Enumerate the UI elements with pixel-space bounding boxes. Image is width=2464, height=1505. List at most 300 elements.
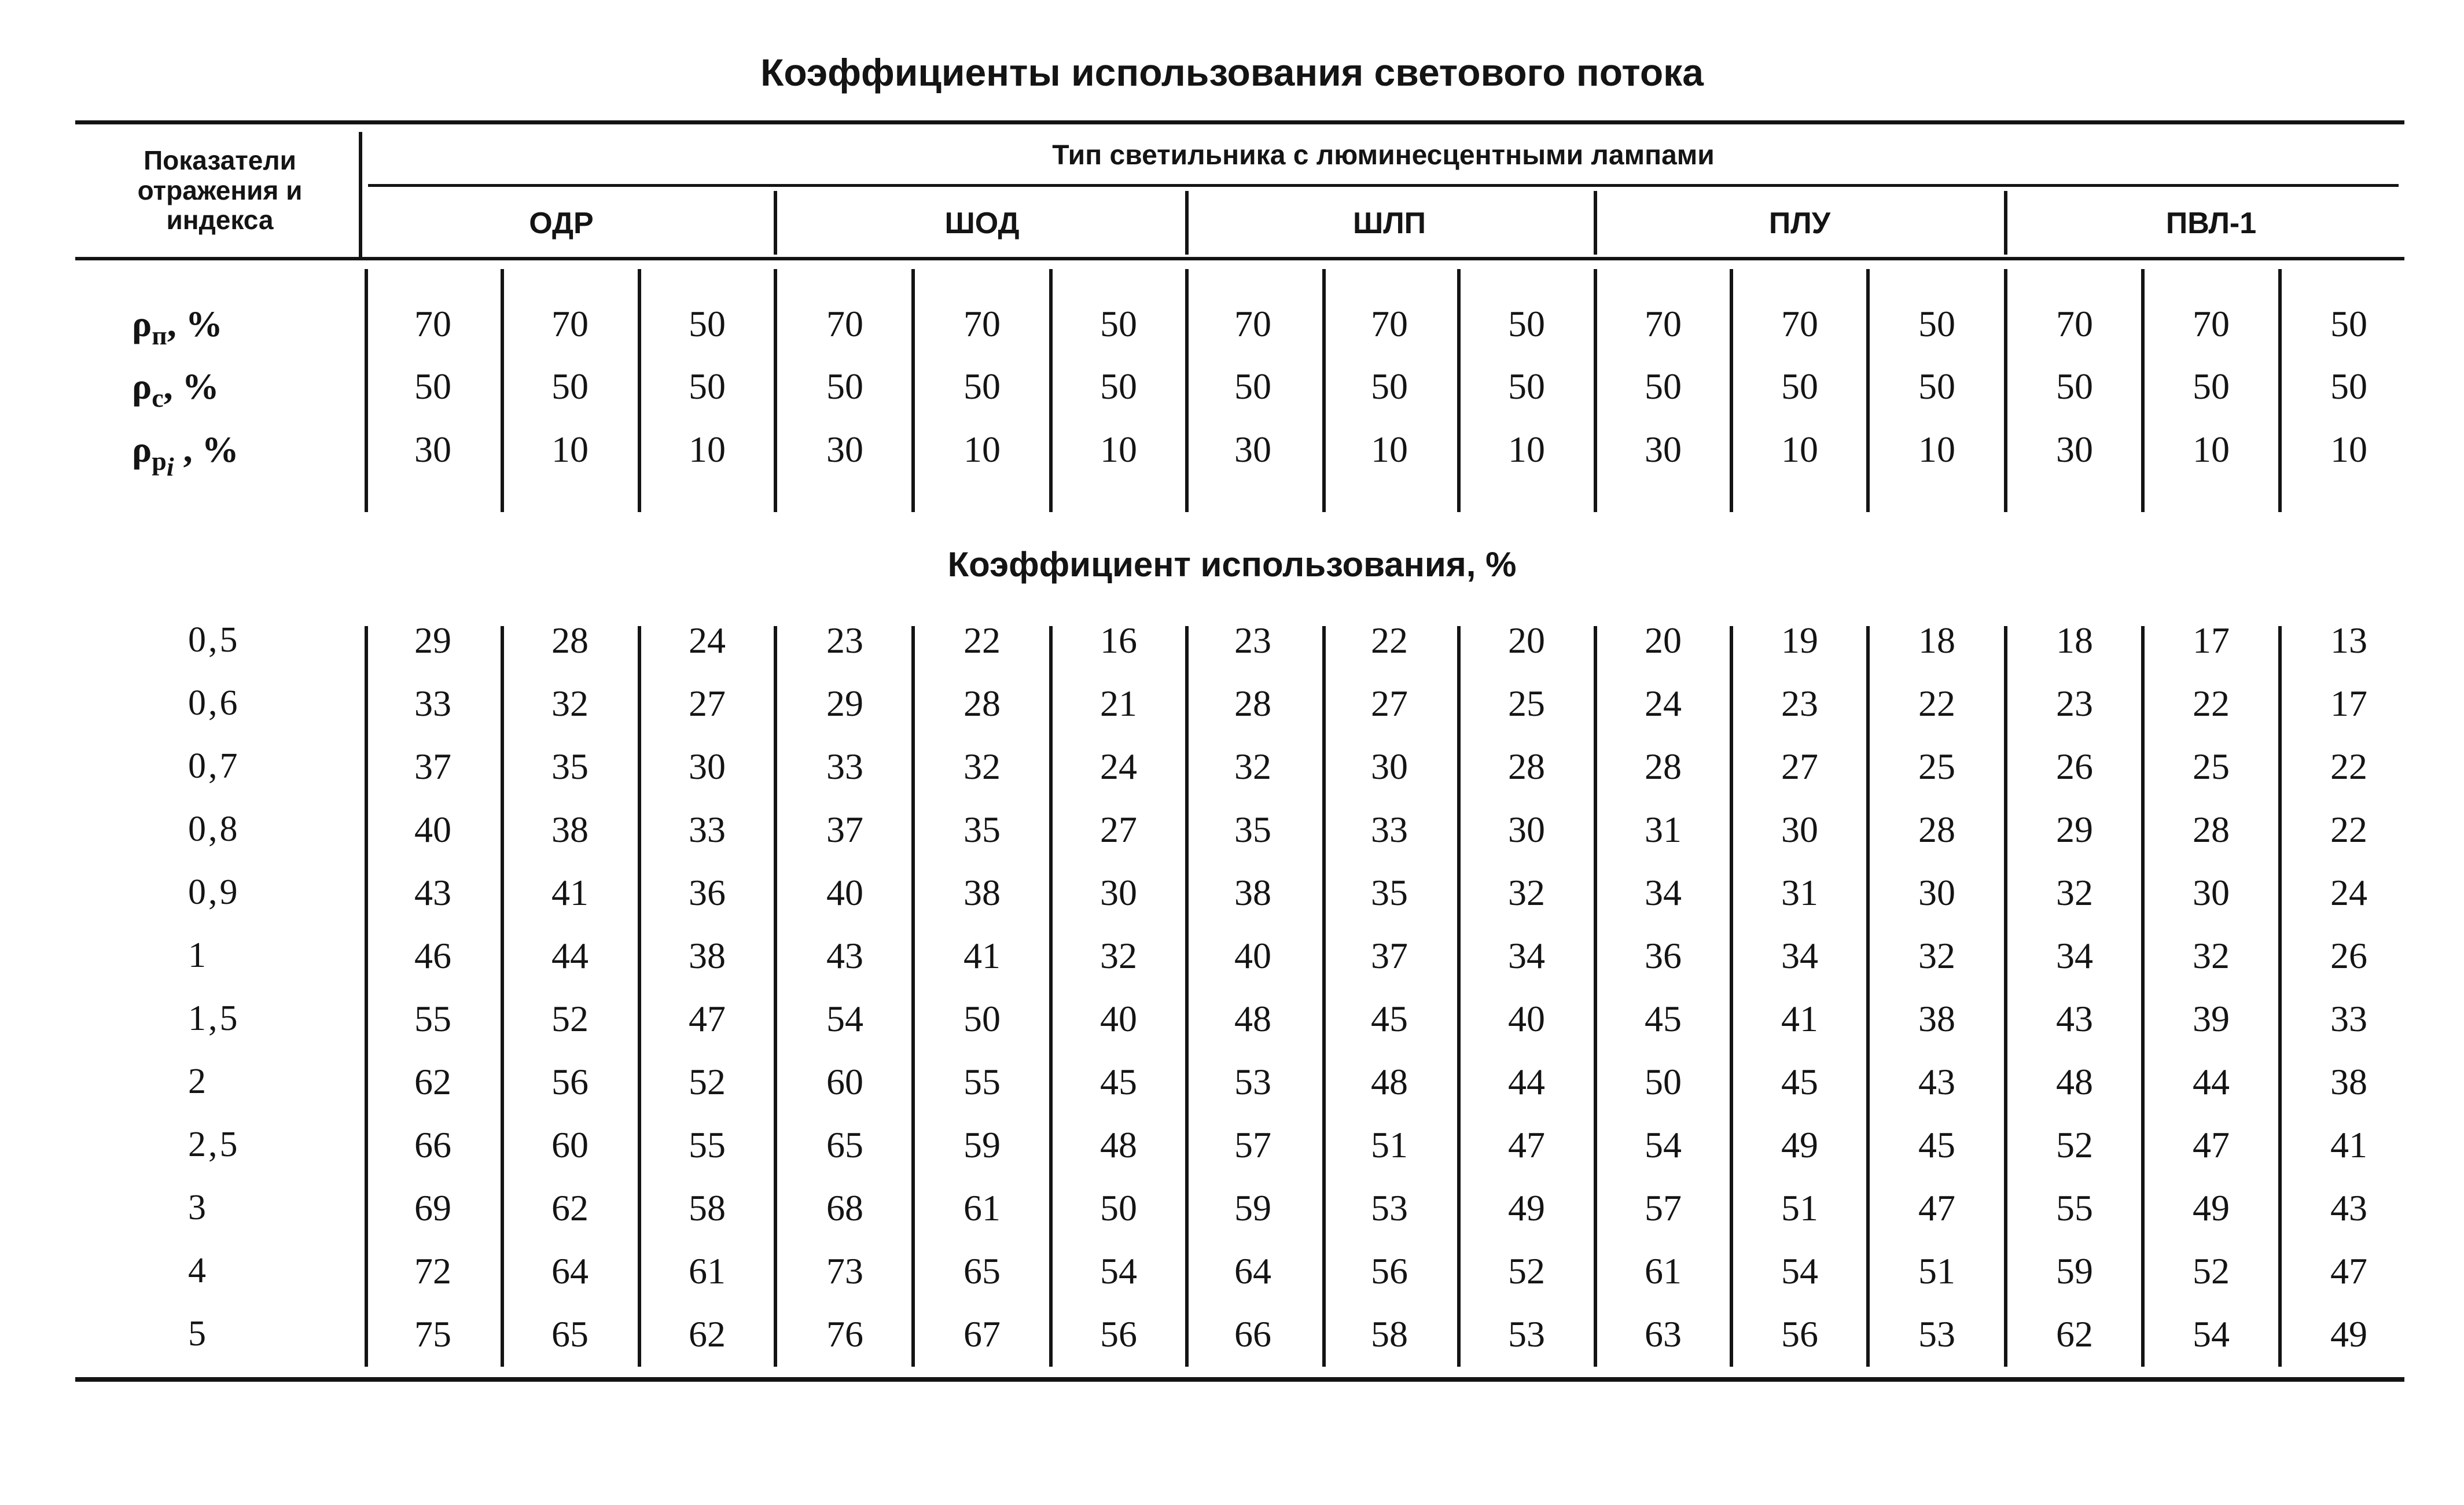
coefficient-value: 32 <box>963 746 1001 787</box>
coefficient-value: 44 <box>1508 1061 1545 1102</box>
coefficient-value: 17 <box>2193 620 2230 661</box>
coefficient-value: 23 <box>1234 620 1271 661</box>
coefficient-value: 62 <box>689 1313 726 1355</box>
room-index-label: 1,5 <box>188 999 240 1038</box>
reflectance-value: 30 <box>826 429 863 470</box>
coefficient-value: 65 <box>551 1313 589 1355</box>
coefficient-value: 35 <box>963 809 1001 850</box>
room-index-label: 5 <box>188 1314 208 1353</box>
coefficient-value: 60 <box>826 1061 863 1102</box>
coefficient-value: 57 <box>1645 1187 1682 1228</box>
coefficient-value: 25 <box>1508 683 1545 724</box>
coefficient-value: 16 <box>1100 620 1137 661</box>
row-header-label: Показатели отражения и индекса <box>137 145 303 235</box>
coefficient-value: 22 <box>963 620 1001 661</box>
coefficient-value: 47 <box>1508 1124 1545 1165</box>
reflectance-value: 50 <box>1781 366 1818 407</box>
room-index-label: 2,5 <box>188 1125 240 1164</box>
coefficient-value: 30 <box>1100 872 1137 913</box>
column-separator <box>1322 626 1326 1367</box>
coefficient-value: 43 <box>2330 1187 2367 1228</box>
coefficient-value: 68 <box>826 1187 863 1228</box>
coefficient-value: 66 <box>414 1124 451 1165</box>
reflectance-value: 70 <box>414 303 451 344</box>
coefficient-value: 47 <box>2330 1250 2367 1291</box>
coefficient-value: 33 <box>2330 998 2367 1039</box>
coefficient-value: 31 <box>1781 872 1818 913</box>
coefficient-value: 13 <box>2330 620 2367 661</box>
coefficient-value: 38 <box>963 872 1001 913</box>
reflectance-value: 10 <box>2193 429 2230 470</box>
column-separator <box>2141 626 2145 1367</box>
coefficient-value: 22 <box>1918 683 1955 724</box>
top-rule <box>75 120 2404 124</box>
reflectance-value: 50 <box>826 366 863 407</box>
reflectance-value: 70 <box>1781 303 1818 344</box>
column-separator <box>2278 626 2282 1367</box>
section-title: Коэффициент использования, % <box>947 545 1517 584</box>
coefficient-value: 31 <box>1645 809 1682 850</box>
column-separator <box>1049 269 1053 512</box>
coefficient-value: 30 <box>689 746 726 787</box>
coefficient-value: 28 <box>2193 809 2230 850</box>
reflectance-value: 50 <box>2056 366 2093 407</box>
reflectance-value: 50 <box>414 366 451 407</box>
luminaire-label: ОДР <box>529 207 594 240</box>
coefficient-value: 41 <box>2330 1124 2367 1165</box>
coefficient-value: 28 <box>551 620 589 661</box>
coefficient-value: 40 <box>414 809 451 850</box>
coefficient-value: 43 <box>826 935 863 976</box>
coefficient-value: 41 <box>551 872 589 913</box>
coefficient-value: 52 <box>1508 1250 1545 1291</box>
coefficient-value: 18 <box>1918 620 1955 661</box>
column-separator <box>1730 626 1733 1367</box>
coefficient-value: 28 <box>1508 746 1545 787</box>
coefficient-value: 33 <box>689 809 726 850</box>
coefficient-value: 56 <box>1100 1313 1137 1355</box>
column-separator <box>2004 269 2007 512</box>
coefficient-value: 32 <box>2193 935 2230 976</box>
coefficient-value: 32 <box>2056 872 2093 913</box>
reflectance-value: 10 <box>1918 429 1955 470</box>
reflectance-value: 70 <box>1234 303 1271 344</box>
coefficient-value: 47 <box>2193 1124 2230 1165</box>
rho-symbol: ρ <box>132 303 152 344</box>
coefficient-value: 22 <box>2330 746 2367 787</box>
header-group-rule <box>368 184 2399 187</box>
coefficient-value: 23 <box>826 620 863 661</box>
coefficient-value: 54 <box>1100 1250 1137 1291</box>
coefficient-value: 48 <box>1100 1124 1137 1165</box>
coefficient-value: 55 <box>963 1061 1001 1102</box>
coefficient-value: 25 <box>2193 746 2230 787</box>
coefficient-value: 26 <box>2056 746 2093 787</box>
coefficient-value: 40 <box>1234 935 1271 976</box>
column-separator <box>638 269 641 512</box>
reflectance-value: 30 <box>1234 429 1271 470</box>
coefficient-value: 53 <box>1918 1313 1955 1355</box>
group-separator <box>1594 191 1597 255</box>
reflectance-value: 70 <box>2193 303 2230 344</box>
reflectance-value: 10 <box>1371 429 1408 470</box>
reflectance-value: 30 <box>1645 429 1682 470</box>
coefficient-value: 25 <box>1918 746 1955 787</box>
reflectance-value: 50 <box>2330 366 2367 407</box>
column-separator <box>1049 626 1053 1367</box>
coefficient-value: 39 <box>2193 998 2230 1039</box>
coefficient-value: 24 <box>1100 746 1137 787</box>
coefficient-value: 32 <box>1508 872 1545 913</box>
coefficient-value: 53 <box>1234 1061 1271 1102</box>
reflectance-value: 50 <box>689 366 726 407</box>
coefficient-value: 35 <box>1371 872 1408 913</box>
column-separator <box>501 269 504 512</box>
reflectance-value: 10 <box>963 429 1001 470</box>
reflectance-label <box>132 431 239 480</box>
coefficient-value: 32 <box>1234 746 1271 787</box>
coefficient-value: 30 <box>1371 746 1408 787</box>
coefficient-value: 29 <box>414 620 451 661</box>
column-separator <box>1866 626 1870 1367</box>
coefficient-value: 45 <box>1645 998 1682 1039</box>
coefficient-value: 56 <box>551 1061 589 1102</box>
column-separator <box>1457 626 1461 1367</box>
reflectance-value: 10 <box>1781 429 1818 470</box>
column-separator <box>1457 269 1461 512</box>
coefficient-value: 17 <box>2330 683 2367 724</box>
coefficient-value: 27 <box>1100 809 1137 850</box>
coefficient-value: 36 <box>1645 935 1682 976</box>
coefficient-value: 52 <box>2056 1124 2093 1165</box>
coefficient-value: 19 <box>1781 620 1818 661</box>
coefficient-value: 27 <box>689 683 726 724</box>
coefficient-value: 55 <box>2056 1187 2093 1228</box>
coefficient-value: 47 <box>1918 1187 1955 1228</box>
luminaire-label: ПВЛ-1 <box>2165 207 2257 240</box>
column-separator <box>501 626 504 1367</box>
coefficient-value: 48 <box>2056 1061 2093 1102</box>
coefficient-value: 65 <box>963 1250 1001 1291</box>
coefficient-value: 20 <box>1645 620 1682 661</box>
coefficient-value: 27 <box>1371 683 1408 724</box>
coefficient-value: 33 <box>1371 809 1408 850</box>
coefficient-value: 61 <box>1645 1250 1682 1291</box>
coefficient-value: 59 <box>963 1124 1001 1165</box>
coef-left-border <box>365 626 368 1367</box>
reflectance-value: 70 <box>1371 303 1408 344</box>
coefficient-value: 29 <box>2056 809 2093 850</box>
coefficient-value: 34 <box>1508 935 1545 976</box>
coefficient-value: 45 <box>1100 1061 1137 1102</box>
column-separator <box>1594 269 1597 512</box>
rho-subscript-text: п <box>152 320 167 350</box>
reflectance-value: 50 <box>1100 366 1137 407</box>
coefficient-value: 51 <box>1371 1124 1408 1165</box>
column-separator <box>2278 269 2282 512</box>
coefficient-value: 49 <box>2193 1187 2230 1228</box>
coefficient-value: 34 <box>1781 935 1818 976</box>
reflectance-value: 10 <box>689 429 726 470</box>
coefficient-value: 72 <box>414 1250 451 1291</box>
coefficient-value: 32 <box>1918 935 1955 976</box>
coefficient-value: 24 <box>689 620 726 661</box>
coefficient-value: 60 <box>551 1124 589 1165</box>
rho-subscript <box>152 383 163 413</box>
room-index-label: 3 <box>188 1188 208 1227</box>
coefficient-value: 41 <box>963 935 1001 976</box>
coefficient-value: 23 <box>1781 683 1818 724</box>
coefficient-value: 38 <box>689 935 726 976</box>
coefficient-value: 40 <box>1508 998 1545 1039</box>
coefficient-value: 50 <box>1100 1187 1137 1228</box>
reflectance-value: 10 <box>1508 429 1545 470</box>
coefficient-value: 30 <box>2193 872 2230 913</box>
coefficient-value: 44 <box>2193 1061 2230 1102</box>
reflectance-value: 50 <box>2330 303 2367 344</box>
coefficient-value: 56 <box>1371 1250 1408 1291</box>
reflectance-value: 30 <box>414 429 451 470</box>
coefficient-value: 27 <box>1781 746 1818 787</box>
coefficient-value: 22 <box>2330 809 2367 850</box>
coefficient-value: 33 <box>414 683 451 724</box>
coefficient-value: 24 <box>2330 872 2367 913</box>
header-bottom-rule <box>75 257 2404 260</box>
room-index-label: 4 <box>188 1251 208 1290</box>
coefficient-value: 64 <box>551 1250 589 1291</box>
coefficient-value: 30 <box>1508 809 1545 850</box>
rho-suffix: , % <box>174 429 239 470</box>
coefficient-value: 34 <box>1645 872 1682 913</box>
room-index-label: 0,5 <box>188 620 240 660</box>
coefficient-value: 29 <box>826 683 863 724</box>
rho-suffix: , % <box>163 366 219 407</box>
reflectance-value: 70 <box>826 303 863 344</box>
coefficient-value: 43 <box>1918 1061 1955 1102</box>
reflectance-value: 50 <box>689 303 726 344</box>
table-title: Коэффициенты использования светового потока <box>760 51 1704 94</box>
coefficient-value: 28 <box>963 683 1001 724</box>
coefficient-value: 47 <box>689 998 726 1039</box>
coefficient-value: 53 <box>1508 1313 1545 1355</box>
column-separator <box>911 269 915 512</box>
reflectance-value: 30 <box>2056 429 2093 470</box>
rho-symbol: ρ <box>132 429 152 470</box>
coefficient-value: 20 <box>1508 620 1545 661</box>
reflectance-value: 50 <box>1918 366 1955 407</box>
coefficient-value: 55 <box>689 1124 726 1165</box>
coefficient-value: 54 <box>1645 1124 1682 1165</box>
bottom-rule <box>75 1377 2404 1382</box>
coefficient-value: 43 <box>2056 998 2093 1039</box>
coefficient-value: 48 <box>1234 998 1271 1039</box>
coefficient-value: 28 <box>1645 746 1682 787</box>
reflectance-value: 70 <box>1645 303 1682 344</box>
coefficient-value: 73 <box>826 1250 863 1291</box>
room-index-label: 0,7 <box>188 746 240 786</box>
coefficient-value: 51 <box>1781 1187 1818 1228</box>
coefficient-value: 40 <box>1100 998 1137 1039</box>
reflectance-value: 10 <box>551 429 589 470</box>
coefficient-value: 41 <box>1781 998 1818 1039</box>
coefficient-value: 62 <box>414 1061 451 1102</box>
reflectance-value: 70 <box>2056 303 2093 344</box>
room-index-label: 0,8 <box>188 809 240 849</box>
coefficient-value: 63 <box>1645 1313 1682 1355</box>
coefficient-value: 35 <box>1234 809 1271 850</box>
reflectance-label <box>132 303 223 350</box>
column-separator <box>1185 269 1189 512</box>
luminaire-group-title: Тип светильника с люминесцентными лампами <box>1052 140 1715 171</box>
coefficient-value: 40 <box>826 872 863 913</box>
coefficient-value: 61 <box>963 1187 1001 1228</box>
coefficient-value: 28 <box>1918 809 1955 850</box>
coefficient-value: 57 <box>1234 1124 1271 1165</box>
coefficient-value: 52 <box>2193 1250 2230 1291</box>
coefficient-value: 32 <box>551 683 589 724</box>
coefficient-value: 58 <box>1371 1313 1408 1355</box>
coefficient-value: 65 <box>826 1124 863 1165</box>
luminaire-label: ШОД <box>944 207 1020 240</box>
column-separator <box>1322 269 1326 512</box>
reflectance-value: 50 <box>1645 366 1682 407</box>
coefficient-value: 22 <box>2193 683 2230 724</box>
column-separator <box>911 626 915 1367</box>
coefficient-value: 38 <box>1234 872 1271 913</box>
coefficient-value: 26 <box>2330 935 2367 976</box>
rho-subsubscript <box>167 452 174 481</box>
coefficient-value: 54 <box>1781 1250 1818 1291</box>
coefficient-value: 37 <box>414 746 451 787</box>
column-separator <box>774 269 777 512</box>
coefficient-value: 55 <box>414 998 451 1039</box>
coefficient-value: 52 <box>551 998 589 1039</box>
reflectance-value: 50 <box>1371 366 1408 407</box>
coefficient-value: 37 <box>1371 935 1408 976</box>
coefficient-value: 28 <box>1234 683 1271 724</box>
coefficient-value: 45 <box>1371 998 1408 1039</box>
reflectance-value: 50 <box>1918 303 1955 344</box>
reflectance-value: 50 <box>2193 366 2230 407</box>
rho-subscript-text: р <box>152 446 167 476</box>
reflectance-value: 50 <box>1234 366 1271 407</box>
coefficient-value: 49 <box>1508 1187 1545 1228</box>
rho-symbol: ρ <box>132 366 152 407</box>
reflectance-value: 70 <box>551 303 589 344</box>
coefficient-value: 37 <box>826 809 863 850</box>
coefficient-value: 18 <box>2056 620 2093 661</box>
room-index-label: 1 <box>188 936 208 975</box>
coefficient-value: 35 <box>551 746 589 787</box>
reflectance-value: 50 <box>1508 303 1545 344</box>
column-separator <box>1730 269 1733 512</box>
coefficient-value: 69 <box>414 1187 451 1228</box>
coefficient-value: 67 <box>963 1313 1001 1355</box>
coefficient-value: 21 <box>1100 683 1137 724</box>
coefficient-value: 56 <box>1781 1313 1818 1355</box>
group-separator <box>2004 191 2007 255</box>
reflectance-value: 50 <box>963 366 1001 407</box>
coefficient-value: 38 <box>1918 998 1955 1039</box>
coefficient-value: 76 <box>826 1313 863 1355</box>
reflectance-value: 50 <box>1100 303 1137 344</box>
reflectance-value: 50 <box>551 366 589 407</box>
rho-subscript <box>152 321 167 350</box>
coefficient-value: 49 <box>1781 1124 1818 1165</box>
column-separator <box>2004 626 2007 1367</box>
reflectance-label <box>132 368 219 411</box>
coefficient-value: 61 <box>689 1250 726 1291</box>
column-separator <box>1594 626 1597 1367</box>
coefficient-value: 49 <box>2330 1313 2367 1355</box>
coefficient-value: 54 <box>826 998 863 1039</box>
rho-suffix: , % <box>167 303 223 344</box>
coefficient-value: 50 <box>1645 1061 1682 1102</box>
column-separator <box>638 626 641 1367</box>
coefficient-value: 23 <box>2056 683 2093 724</box>
coefficient-value: 30 <box>1781 809 1818 850</box>
coefficient-value: 62 <box>551 1187 589 1228</box>
coefficient-value: 48 <box>1371 1061 1408 1102</box>
coefficient-value: 66 <box>1234 1313 1271 1355</box>
rho-subsubscript-text: i <box>166 451 174 481</box>
column-separator <box>1185 626 1189 1367</box>
coefficient-value: 53 <box>1371 1187 1408 1228</box>
coefficient-value: 51 <box>1918 1250 1955 1291</box>
coefficient-value: 24 <box>1645 683 1682 724</box>
column-separator <box>774 626 777 1367</box>
group-separator <box>1185 191 1189 255</box>
coefficient-value: 62 <box>2056 1313 2093 1355</box>
coefficient-value: 38 <box>551 809 589 850</box>
room-index-label: 0,6 <box>188 683 240 723</box>
reflectance-value: 70 <box>963 303 1001 344</box>
reflectance-left-border <box>365 269 368 512</box>
coefficient-value: 38 <box>2330 1061 2367 1102</box>
coefficient-value: 45 <box>1918 1124 1955 1165</box>
coefficient-value: 75 <box>414 1313 451 1355</box>
luminaire-label: ПЛУ <box>1768 207 1831 240</box>
room-index-label: 2 <box>188 1062 208 1101</box>
coefficient-value: 36 <box>689 872 726 913</box>
coefficient-value: 46 <box>414 935 451 976</box>
coefficient-value: 58 <box>689 1187 726 1228</box>
coefficient-value: 52 <box>689 1061 726 1102</box>
coefficient-value: 44 <box>551 935 589 976</box>
coefficient-value: 32 <box>1100 935 1137 976</box>
header-divider <box>359 132 362 257</box>
luminaire-label: ШЛП <box>1352 207 1426 240</box>
rho-subscript-text: с <box>152 382 164 413</box>
coefficient-value: 54 <box>2193 1313 2230 1355</box>
rho-subscript <box>152 446 174 481</box>
reflectance-value: 50 <box>1508 366 1545 407</box>
reflectance-value: 10 <box>2330 429 2367 470</box>
coefficient-value: 59 <box>2056 1250 2093 1291</box>
group-separator <box>774 191 777 255</box>
coefficient-value: 34 <box>2056 935 2093 976</box>
coefficient-value: 30 <box>1918 872 1955 913</box>
coefficient-value: 64 <box>1234 1250 1271 1291</box>
coefficient-value: 45 <box>1781 1061 1818 1102</box>
coefficient-value: 59 <box>1234 1187 1271 1228</box>
coefficient-value: 43 <box>414 872 451 913</box>
column-separator <box>2141 269 2145 512</box>
room-index-label: 0,9 <box>188 873 240 912</box>
coefficient-value: 33 <box>826 746 863 787</box>
column-separator <box>1866 269 1870 512</box>
coefficient-value: 22 <box>1371 620 1408 661</box>
